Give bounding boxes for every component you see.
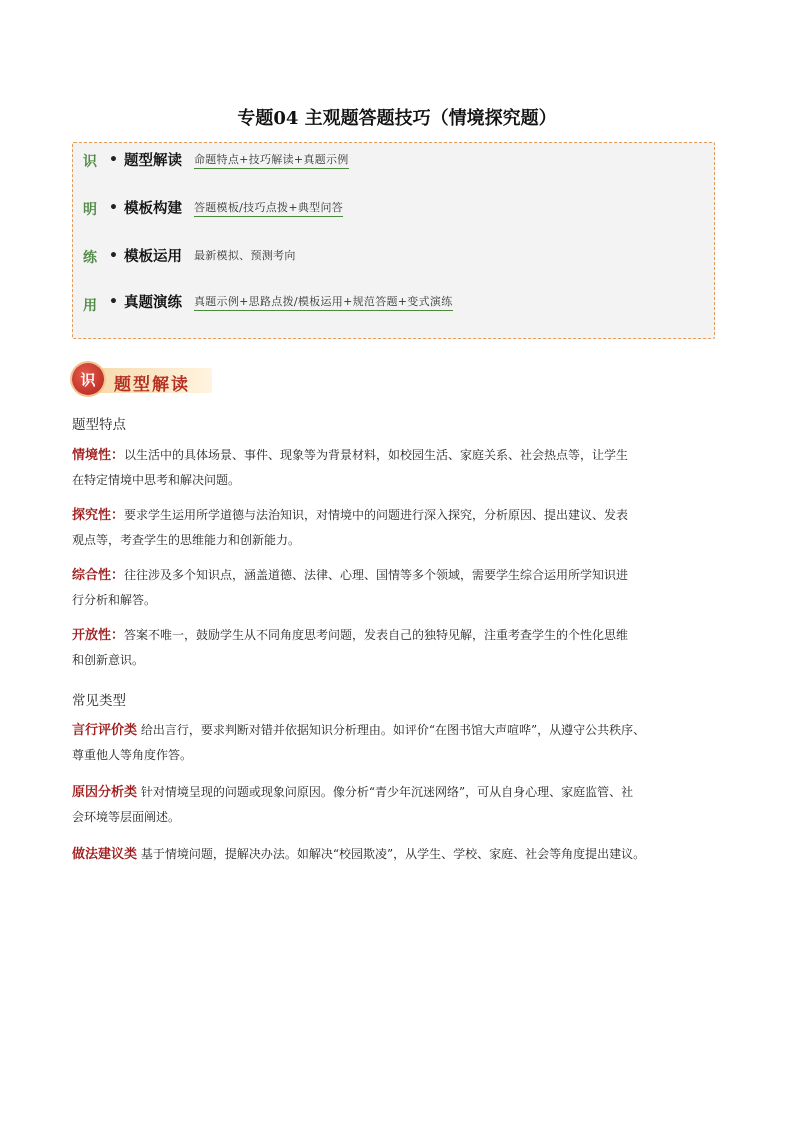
toc-side-char-2: 明: [83, 202, 97, 218]
toc-item-label: 真题演练: [123, 295, 182, 311]
toc-item-desc: 最新模拟、预测考向: [193, 249, 296, 262]
toc-side-char-4: 用: [83, 298, 97, 314]
section-heading: 题型解读: [114, 375, 190, 395]
bullet-icon: •: [109, 199, 118, 216]
feature-text-line: 要求学生运用所学道德与法治知识，对情境中的问题进行深入探究，分析原因、提出建议、发表: [124, 508, 629, 522]
feature-paragraph: [72, 503, 722, 553]
page-title: 专题04 主观题答题技巧（情境探究题）: [237, 108, 557, 129]
type-paragraph: [72, 780, 722, 830]
type-term: 做法建议类: [72, 847, 138, 862]
feature-paragraph: [72, 563, 722, 613]
feature-text-line: 以生活中的具体场景、事件、现象等为背景材料，如校园生活、家庭关系、社会热点等，让学生: [124, 448, 629, 462]
types-heading: 常见类型: [72, 693, 126, 709]
toc-item-desc: 命题特点+技巧解读+真题示例: [194, 151, 349, 169]
type-text-line: 基于情境问题，提解决办法。如解决“校园欺凌”，从学生、学校、家庭、社会等角度提出建议。: [140, 847, 646, 861]
toc-item-4[interactable]: [109, 291, 453, 312]
toc-box: [72, 142, 715, 339]
feature-text-line: 和创新意识。: [72, 653, 145, 667]
feature-term: 综合性：: [72, 568, 125, 583]
section-banner: [72, 363, 212, 397]
type-paragraph: [72, 842, 722, 867]
toc-item-3[interactable]: [109, 245, 296, 266]
toc-side-char-1: 识: [83, 154, 97, 170]
type-term: 言行评价类: [72, 723, 138, 738]
toc-item-desc: 答题模板/技巧点拨+典型问答: [194, 199, 343, 217]
toc-item-label: 模板运用: [123, 249, 182, 265]
feature-paragraph: [72, 443, 722, 493]
feature-text-line: 行分析和解答。: [72, 593, 157, 607]
feature-text-line: 答案不唯一，鼓励学生从不同角度思考问题，发表自己的独特见解，注重考查学生的个性化思维: [124, 628, 629, 642]
toc-item-desc: 真题示例+思路点拨/模板运用+规范答题+变式演练: [194, 293, 453, 311]
features-heading: 题型特点: [72, 417, 126, 433]
type-term: 原因分析类: [72, 785, 138, 800]
type-paragraph: [72, 718, 722, 768]
feature-text-line: 观点等，考查学生的思维能力和创新能力。: [72, 533, 301, 547]
toc-item-2[interactable]: [109, 197, 343, 218]
bullet-icon: •: [109, 247, 118, 264]
type-text-line: 会环境等层面阐述。: [72, 810, 181, 824]
toc-item-label: 模板构建: [123, 201, 182, 217]
toc-side-char-3: 练: [83, 250, 97, 266]
bullet-icon: •: [109, 293, 118, 310]
toc-item-1[interactable]: [109, 149, 349, 170]
type-text-line: 针对情境呈现的问题或现象问原因。像分析“青少年沉迷网络”，可从自身心理、家庭监管、社: [140, 785, 634, 799]
feature-paragraph: [72, 623, 722, 673]
feature-term: 情境性：: [72, 448, 125, 463]
banner-badge-icon: 识: [72, 363, 104, 395]
type-text-line: 尊重他人等角度作答。: [72, 748, 193, 762]
feature-term: 探究性：: [72, 508, 125, 523]
feature-term: 开放性：: [72, 628, 125, 643]
bullet-icon: •: [109, 151, 118, 168]
feature-text-line: 在特定情境中思考和解决问题。: [72, 473, 241, 487]
toc-item-label: 题型解读: [123, 153, 182, 169]
feature-text-line: 往往涉及多个知识点，涵盖道德、法律、心理、国情等多个领域，需要学生综合运用所学知识进: [124, 568, 629, 582]
type-text-line: 给出言行，要求判断对错并依据知识分析理由。如评价“在图书馆大声喧哗”，从遵守公共秩序、: [140, 723, 646, 737]
